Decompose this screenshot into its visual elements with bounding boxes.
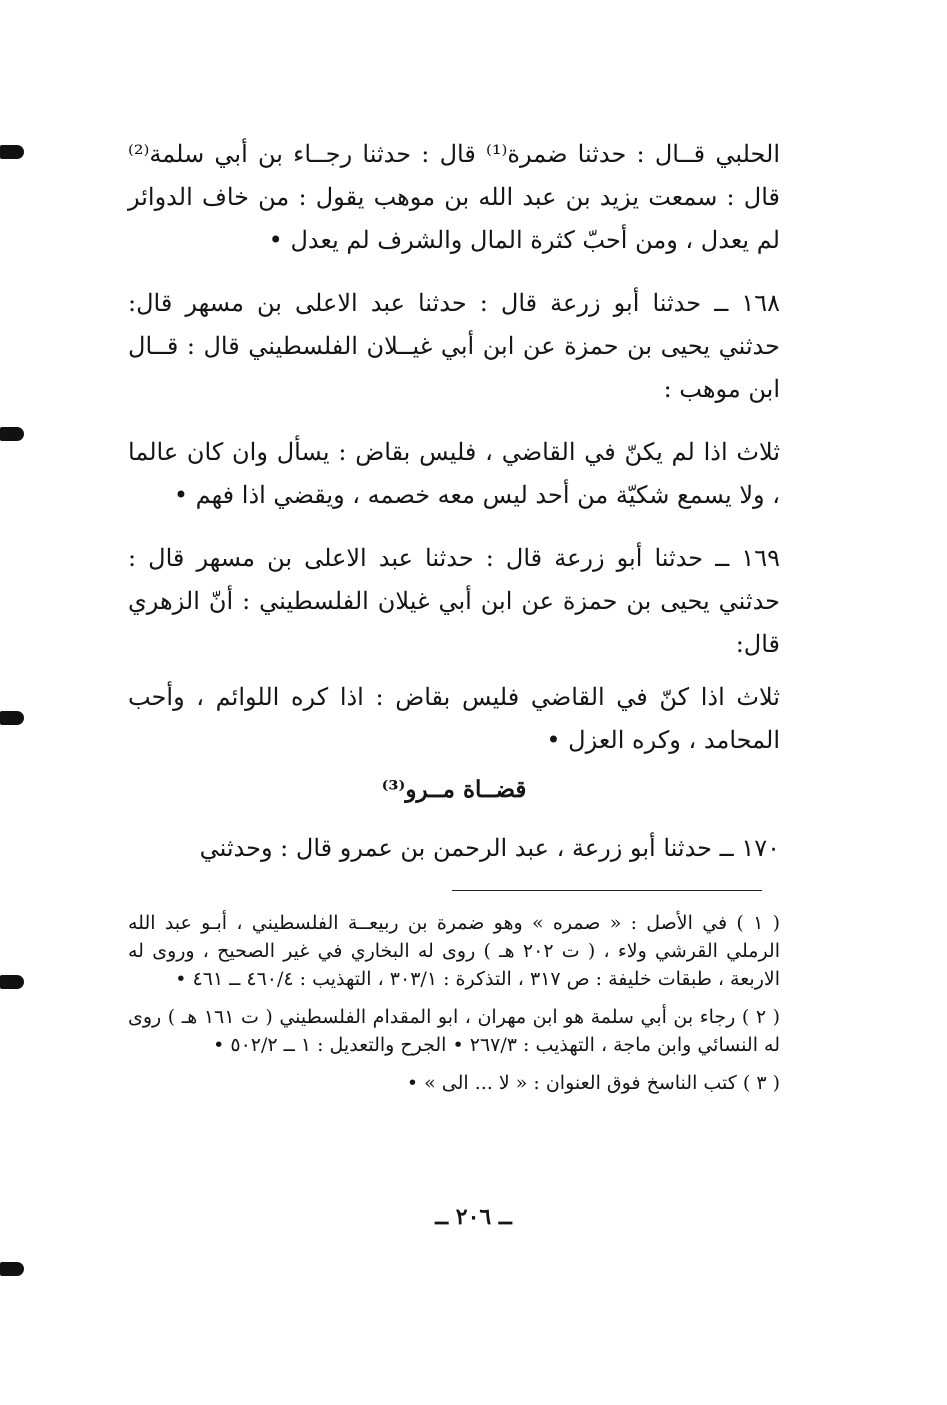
hadith-170: ١٧٠ ــ حدثنا أبو زرعة ، عبد الرحمن بن عمرو قال : وحدثني bbox=[199, 834, 780, 862]
footnote-3-text: كتب الناسخ فوق العنوان : « لا ... الى » • bbox=[406, 1072, 737, 1094]
saying-three-traits-2: ثلاث اذا كنّ في القاضي فليس بقاض : اذا كره اللوائم ، وأحب المحامد ، وكره العزل • bbox=[128, 683, 780, 754]
binding-mark bbox=[0, 1262, 24, 1276]
binding-mark bbox=[0, 145, 24, 159]
binding-mark bbox=[0, 975, 24, 989]
footnote-2-text: رجاء بن أبي سلمة هو ابن مهران ، ابو المقدام الفلسطيني ( ت ١٦١ هـ ) روى له النسائي وابن ماجة ، التهذيب : ٢٦٧/٣ • الجرح والتعديل : ١ ــ ٥٠٢/٢ • bbox=[128, 1006, 780, 1056]
binding-mark bbox=[0, 711, 24, 725]
page-number: ــ ٢٠٦ ــ bbox=[435, 1204, 512, 1230]
footnote-divider bbox=[452, 890, 762, 891]
hadith-169: ١٦٩ ــ حدثنا أبو زرعة قال : حدثنا عبد الاعلى بن مسهر قال : حدثني يحيى بن حمزة عن ابن أبي غيلان الفلسطيني : أنّ الزهري قال: bbox=[128, 544, 780, 658]
footnote-1 bbox=[128, 909, 780, 993]
binding-mark bbox=[0, 427, 24, 441]
page-body bbox=[128, 133, 780, 1107]
footnote-2 bbox=[128, 1003, 780, 1059]
section-heading: قضــاة مــرو⁽³⁾ bbox=[381, 776, 527, 803]
footnote-3 bbox=[128, 1069, 780, 1097]
footnote-1-number: ( ١ ) bbox=[736, 912, 781, 934]
hadith-168: ١٦٨ ــ حدثنا أبو زرعة قال : حدثنا عبد الاعلى بن مسهر قال: حدثني يحيى بن حمزة عن ابن أبي غيــلان الفلسطيني قال : قــال ابن موهب : bbox=[128, 289, 780, 403]
footnote-3-number: ( ٣ ) bbox=[742, 1072, 780, 1094]
footnote-2-number: ( ٢ ) bbox=[741, 1006, 781, 1028]
footnote-1-text: في الأصل : « صمره » وهو ضمرة بن ربيعــة الفلسطيني ، أبـو عبد الله الرملي القرشي ولاء ، ( ت ٢٠٢ هـ ) روى له البخاري في غير الصحيح ، وروى له الاربعة ، طبقات خليفة : ص ٣١٧ ، التذكرة : ٣٠٣/١ ، التهذيب : ٤٦٠/٤ ــ ٤٦١ • bbox=[128, 912, 781, 990]
paragraph-continuation: الحلبي قــال : حدثنا ضمرة⁽¹⁾ قال : حدثنا رجــاء بن أبي سلمة⁽²⁾ قال : سمعت يزيد بن عبد الله بن موهب يقول : من خاف الدوائر لم يعدل ، ومن أحبّ كثرة المال والشرف لم يعدل • bbox=[128, 140, 780, 254]
saying-three-traits-1: ثلاث اذا لم يكنّ في القاضي ، فليس بقاض : يسأل وان كان عالما ، ولا يسمع شكيّة من أحد ليس معه خصمه ، ويقضي اذا فهم • bbox=[128, 438, 780, 509]
